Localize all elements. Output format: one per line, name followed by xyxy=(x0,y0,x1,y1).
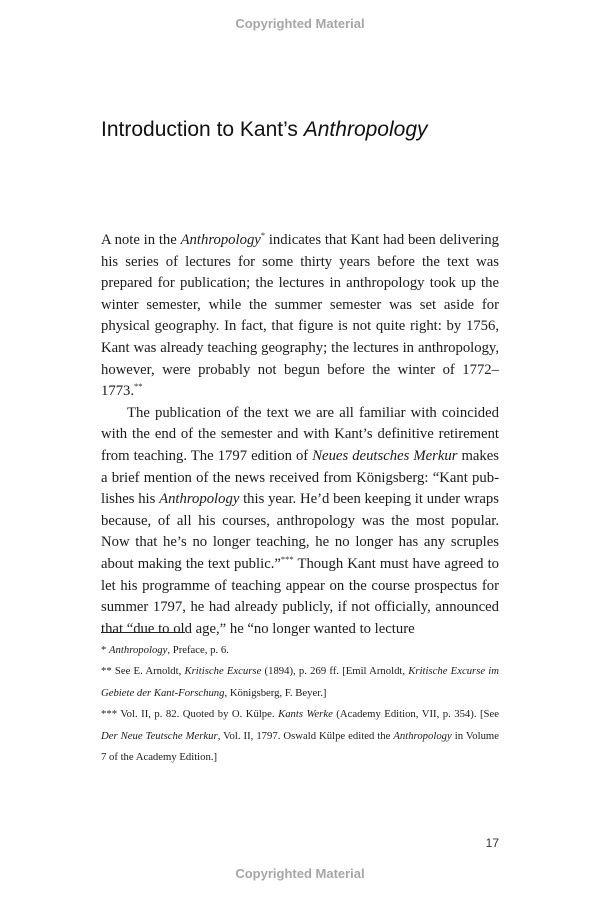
p1-text-a: A note in the xyxy=(101,232,181,248)
fn3-text-c: (Academy Edition, VII, p. 354). [See xyxy=(332,708,499,721)
p1-italic-anthropology: Anthropology xyxy=(180,232,261,248)
fn2-text-a: ** See E. Arnoldt, xyxy=(101,665,185,678)
fn3-italic-d: Der Neue Teutsche Merkur xyxy=(101,729,218,742)
fn2-text-c: (1894), p. 269 ff. [Emil Arnoldt, xyxy=(261,665,409,678)
copyright-watermark-top: Copyrighted Material xyxy=(235,16,365,31)
p2-italic-merkur: Neues deutsches Merkur xyxy=(312,447,458,464)
fn3-text-e: , Vol. II, 1797. Oswald Külpe edited the xyxy=(217,729,394,742)
fn3-text-g: in Volume 7 of the Academy Edition.] xyxy=(101,729,499,764)
body-text xyxy=(101,230,499,640)
footnote-2 xyxy=(101,661,499,704)
p2-text-e: this year. He’d been keeping it under wraps because, of all his courses, anthropology was the most popular. Now that he’s no longer teaching, he no longer has any scruples about making the text public.” xyxy=(101,491,499,572)
fn2-text-e: , Königsberg, F. Beyer.] xyxy=(224,686,327,699)
fn3-text-a: *** Vol. II, p. 82. Quoted by O. Külpe. xyxy=(101,708,279,721)
chapter-title xyxy=(101,118,561,142)
p2-text-f: Though Kant must have agreed to let his programme of teaching appear on the course prospectus for summer 1797, he had already publicly, if not officially, announced that “due to old age,” he “no longer wanted to lecture xyxy=(101,555,499,637)
fn1-text: , Preface, p. 6. xyxy=(167,644,229,656)
fn2-italic-d: Kritische Excurse im Gebiete der Kant-Forschung xyxy=(101,665,499,699)
fn3-italic-f: Anthropology xyxy=(393,729,452,742)
chapter-title-plain: Introduction to Kant’s xyxy=(101,118,304,141)
footnote-3 xyxy=(101,704,499,768)
footnote-1 xyxy=(101,640,499,661)
footnote-ref-2[interactable]: ** xyxy=(134,381,143,392)
p2-text-c: makes a brief mention of the news received from Königsberg: “Kant publishes his xyxy=(101,447,499,508)
paragraph-1 xyxy=(101,230,499,403)
footnote-ref-3[interactable]: *** xyxy=(280,554,294,565)
footnote-ref-1[interactable]: * xyxy=(260,230,266,241)
fn2-italic-b: Kritische Excurse xyxy=(184,665,262,678)
page-number: 17 xyxy=(485,836,499,850)
copyright-watermark-bottom: Copyrighted Material xyxy=(235,866,365,881)
fn1-italic: Anthropology xyxy=(109,644,168,656)
p2-text-a: The publication of the text we are all familiar with coincided with the end of the semester and with Kant’s definitive retirement from teaching. The 1797 edition of xyxy=(101,404,499,464)
paragraph-2 xyxy=(101,403,499,641)
footnote-rule xyxy=(101,632,185,633)
fn1-mark: * xyxy=(101,644,110,656)
p1-text-c: indicates that Kant had been delivering his series of lectures for some thirty years before the text was prepared for publication; the lectures in anthropology took up the winter semester, while the summer semester was set aside for physical geography. In fact, that figure is not quite right: by 1756, Kant was already teaching geography; the lectures in anthropology, however, were probably not begun before the winter of 1772–1773. xyxy=(101,232,499,400)
fn3-italic-b: Kants Werke xyxy=(278,708,333,721)
footnotes xyxy=(101,640,499,768)
p2-italic-anthropology: Anthropology xyxy=(159,491,240,508)
chapter-title-italic: Anthropology xyxy=(303,118,428,141)
